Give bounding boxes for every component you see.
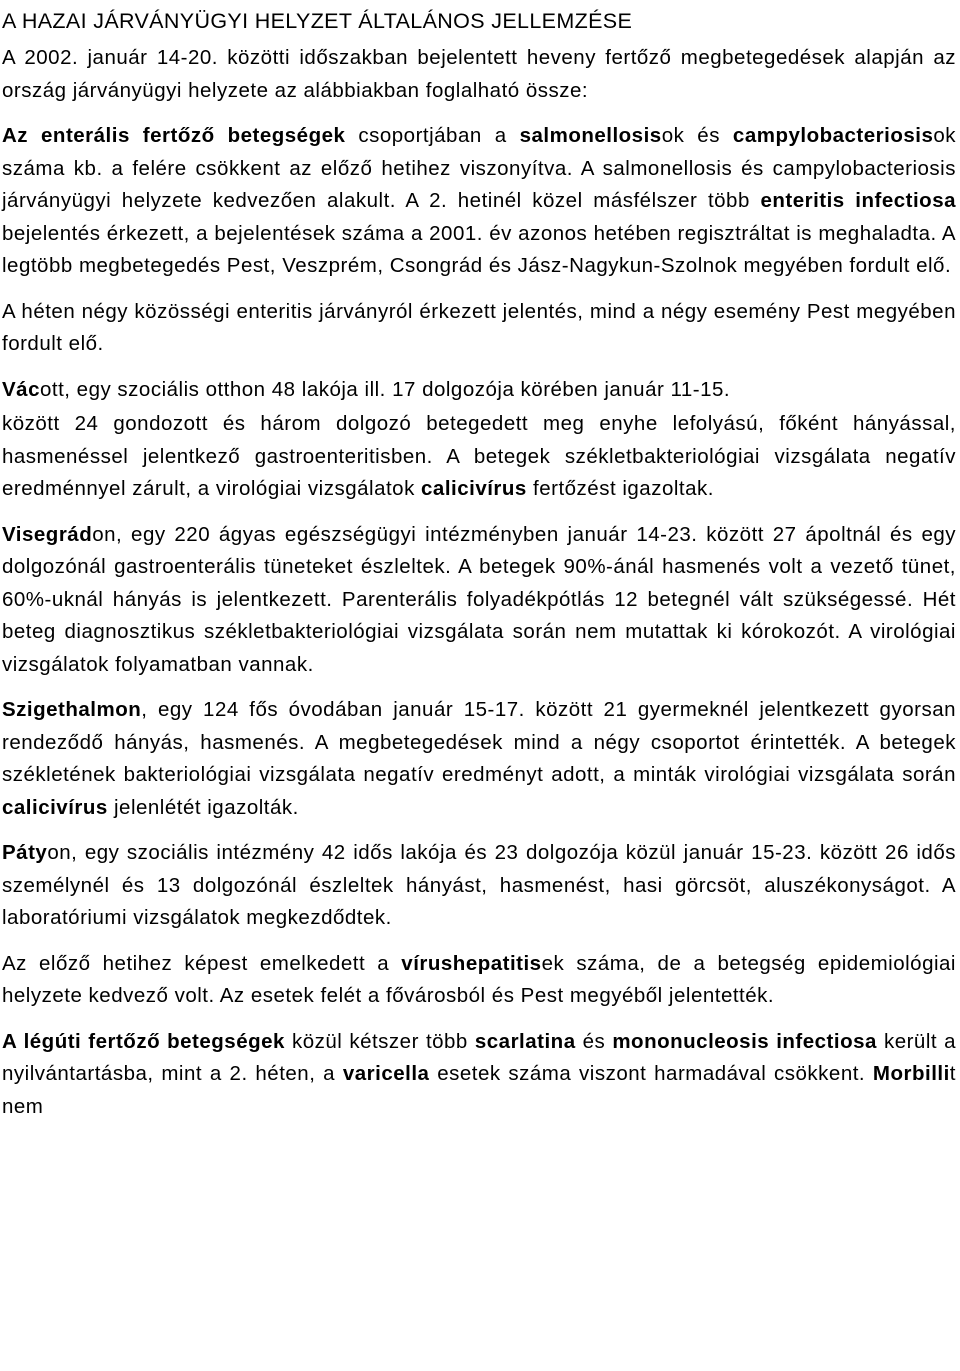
paragraph-szigethalom [2, 694, 956, 824]
bold-term: Az enterális fertőző betegségek [2, 124, 346, 147]
text-run: csoportjában a [345, 124, 520, 147]
text-run: Az előző hetihez képest emelkedett a [2, 951, 402, 975]
text-run: ok és [661, 124, 733, 147]
text-run: jelenlétét igazolták. [107, 795, 299, 819]
text-run: került a nyilvántartásba, mint a 2. héten, a [2, 1029, 957, 1085]
document-body [2, 42, 956, 1123]
paragraph-enteralis [2, 120, 956, 283]
bold-term: mononucleosis infectiosa [612, 1029, 877, 1053]
bold-term: Páty [2, 841, 48, 864]
text-run: esetek száma viszont harmadával csökkent. [429, 1062, 873, 1085]
bold-term: scarlatina [474, 1029, 576, 1053]
paragraph-paty [2, 837, 956, 935]
text-run: on, egy 220 ágyas egészségügyi intézményben január 14-23. között 27 ápoltnál és egy dolgozónál gastroenterális tüneteket észleltek. A betegek 90%-ánál hasmenés volt a vezető tünet, 60%-uknál hányás is jelentkezett. Parenterális folyadékpótlás 12 betegnél vált szükségessé. Hét beteg diagnosztikus székletbakteriológiai vizsgálata során nem mutattak ki kórokozót. A virológiai vizsgálatok folyamatban vannak. [2, 522, 956, 676]
paragraph-kozossegi [2, 296, 956, 361]
paragraph-vac-1 [2, 374, 956, 407]
text-run: közül kétszer több [284, 1029, 475, 1053]
text-run: ott, egy szociális otthon 48 lakója ill. 17 dolgozója körében január 11-15. [39, 377, 731, 401]
paragraph-hepatitis [2, 948, 956, 1013]
text-run: ek száma, de a betegség epidemiológiai helyzete kedvező volt. Az esetek felét a fővárosból és Pest megyéből jelentették. [2, 951, 956, 1007]
bold-term: varicella [342, 1062, 430, 1085]
bold-term: vírushepatitis [401, 951, 542, 975]
text-run: , egy 124 fős óvodában január 15-17. között 21 gyermeknél jelentkezett gyorsan rendeződő hányás, hasmenés. A megbetegedések mind a négy csoportot érintették. A betegek székletének bakteriológiai vizsgálata negatív eredményt adott, a minták virológiai vizsgálata során [2, 698, 956, 786]
paragraph-visegrad [2, 519, 956, 682]
bold-term: Morbilli [872, 1062, 950, 1085]
bold-term: A légúti fertőző betegségek [2, 1029, 285, 1053]
text-run: A 2002. január 14-20. közötti időszakban bejelentett heveny fertőző megbetegedések alapján az ország járványügyi helyzete az alábbiakban foglalható össze: [2, 46, 956, 102]
paragraph-vac-2 [2, 408, 956, 506]
bold-term: campylobacteriosis [732, 124, 934, 147]
document-title: A HAZAI JÁRVÁNYÜGYI HELYZET ÁLTALÁNOS JELLEMZÉSE [2, 9, 633, 33]
bold-term: Visegrád [2, 522, 93, 546]
bold-term: Vác [2, 377, 40, 401]
text-run: ok száma kb. a felére csökkent az előző hetihez viszonyítva. A salmonellosis és campylobacteriosis járványügyi helyzete kedvezően alakult. A 2. hetinél közel másfélszer több [2, 124, 956, 212]
text-run: fertőzést igazoltak. [526, 477, 714, 500]
bold-term: Szigethalmon [2, 698, 142, 721]
paragraph-leguti [2, 1026, 956, 1124]
text-run: és [575, 1029, 613, 1053]
text-run: bejelentés érkezett, a bejelentések száma a 2001. év azonos hetében regisztráltat is meghaladta. A legtöbb megbetegedés Pest, Veszprém, Csongrád és Jász-Nagykun-Szolnok megyében fordult elő. [2, 221, 956, 277]
text-run: A héten négy közösségi enteritis járványról érkezett jelentés, mind a négy esemény Pest megyében fordult elő. [2, 299, 956, 355]
text-run: között 24 gondozott és három dolgozó betegedett meg enyhe lefolyású, főként hányással, hasmenéssel jelentkező gastroenteritisben. A betegek székletbakteriológiai vizsgálata negatív eredménnyel zárult, a virológiai vizsgálatok [2, 412, 956, 500]
text-run: t nem [2, 1062, 956, 1118]
bold-term: calicivírus [421, 477, 527, 500]
bold-term: enteritis infectiosa [760, 189, 956, 212]
bold-term: salmonellosis [519, 124, 662, 147]
bold-term: calicivírus [2, 795, 108, 819]
paragraph-intro [2, 42, 956, 107]
text-run: on, egy szociális intézmény 42 idős lakója és 23 dolgozója közül január 15-23. között 26 idős személynél és 13 dolgozónál észleltek hányást, hasmenést, hasi görcsöt, aluszékonyságot. A laboratóriumi vizsgálatok megkezdődtek. [2, 841, 956, 929]
